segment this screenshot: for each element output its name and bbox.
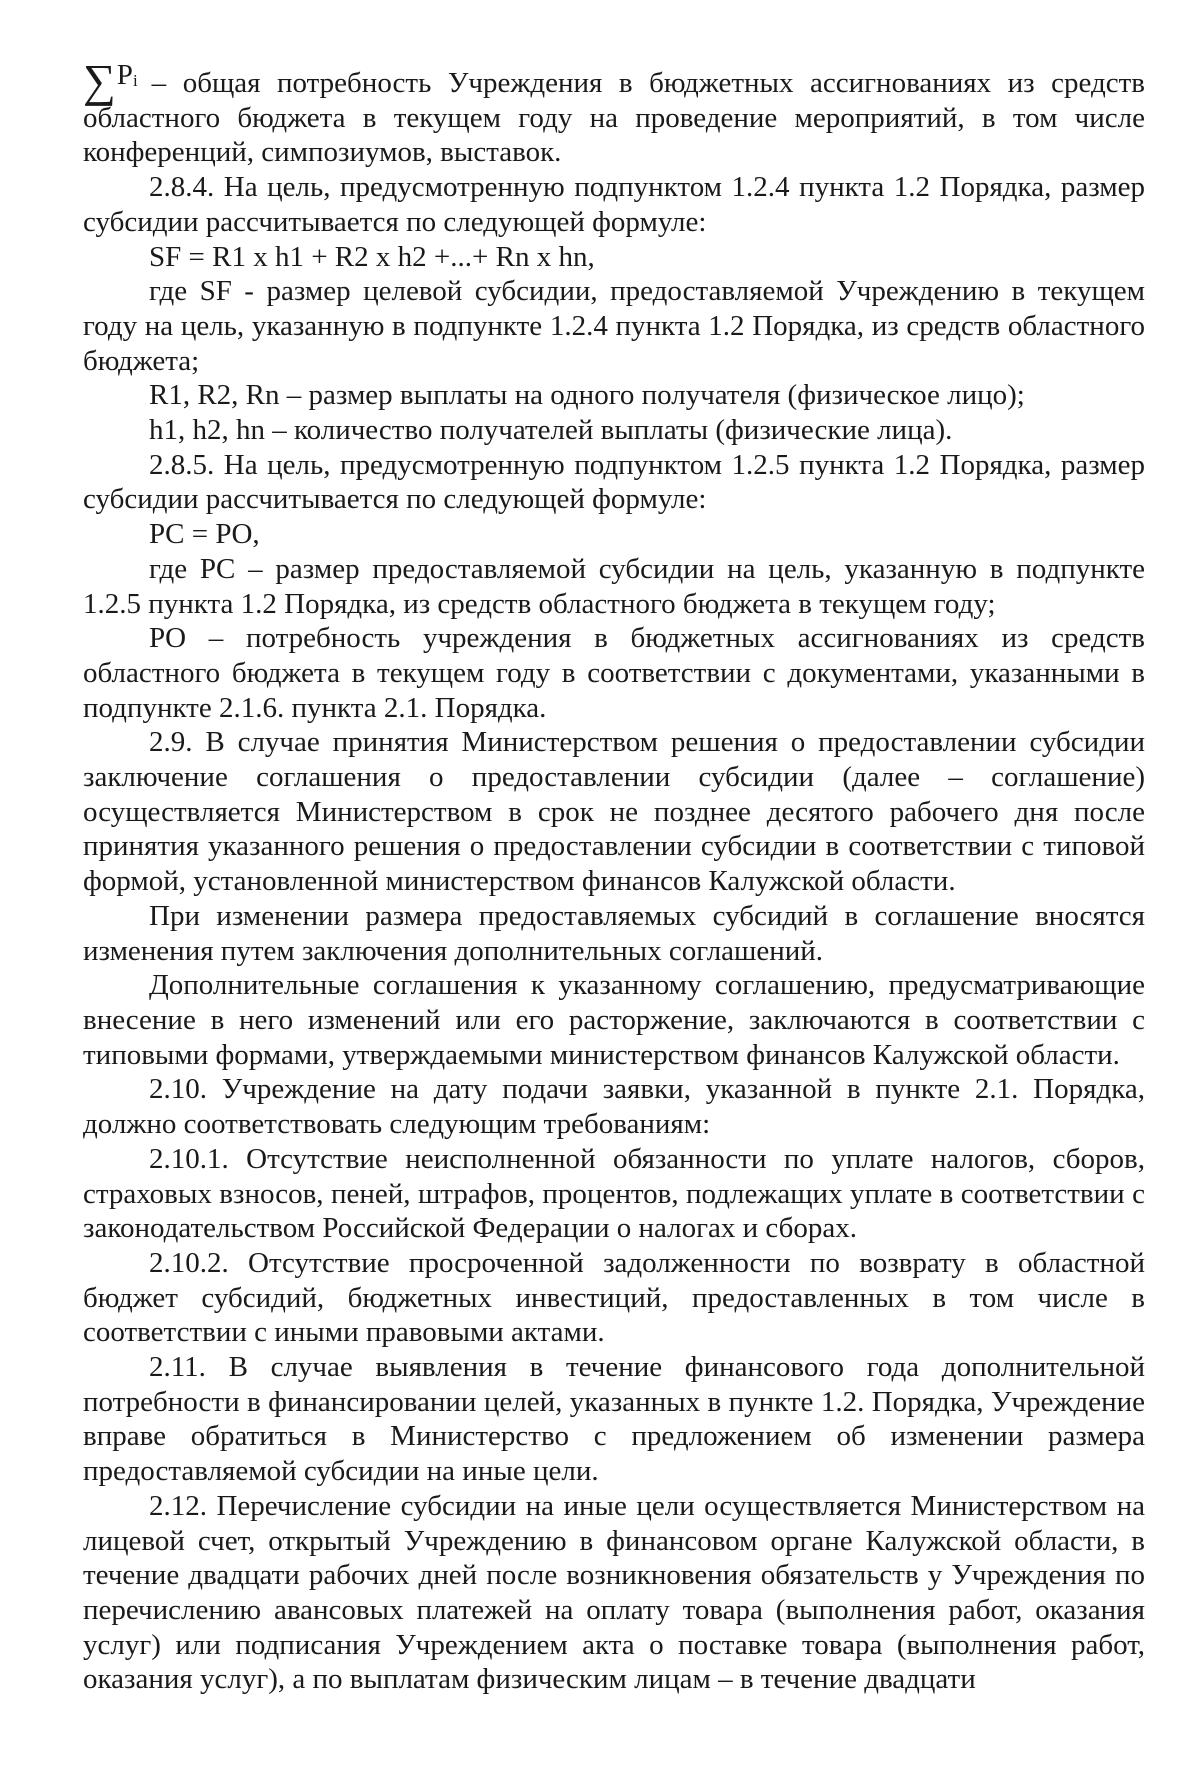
paragraph-2-8-4: 2.8.4. На цель, предусмотренную подпунктом 1.2.4 пункта 1.2 Порядка, размер субсидии рассчитывается по следующей формуле:	[83, 171, 1145, 238]
paragraph-text: – общая потребность Учреждения в бюджетных ассигнованиях из средств областного бюджета в текущем году на проведение мероприятий, в том числе конференций, симпозиумов, выставок.	[83, 67, 1145, 169]
sum-symbol: ∑	[83, 55, 116, 106]
sum-variable	[117, 58, 138, 99]
paragraph-size-change: При изменении размера предоставляемых субсидий в соглашение вносятся изменения путем заключения дополнительных соглашений.	[83, 899, 1145, 967]
formula-sf: SF = R1 x h1 + R2 x h2 +...+ Rn x hn,	[149, 240, 595, 273]
paragraph-2-12: 2.12. Перечисление субсидии на иные цели осуществляется Министерством на лицевой счет, открытый Учреждению в финансовом органе Калужской области, в течение двадцати рабочих дней после возникновения обязательств у Учреждения по перечислению авансовых платежей на оплату товара (выполнения работ, оказания услуг) или подписания Учреждением акта о поставке товара (выполнения работ, оказания услуг), а по выплатам физическим лицам – в течение двадцати	[83, 1489, 1145, 1696]
sum-variable-letter: P	[116, 59, 133, 91]
paragraph-r-definition: R1, R2, Rn – размер выплаты на одного получателя (физическое лицо);	[149, 379, 1025, 412]
paragraph-h-definition: h1, h2, hn – количество получателей выплаты (физические лица).	[149, 414, 953, 447]
paragraph-additional-agreements: Дополнительные соглашения к указанному соглашению, предусматривающие внесение в него изменений или его расторжение, заключаются в соответствии с типовыми формами, утверждаемыми министерством финансов Калужской области.	[83, 969, 1145, 1071]
paragraph-2-10-1: 2.10.1. Отсутствие неисполненной обязанности по уплате налогов, сборов, страховых взносов, пеней, штрафов, процентов, подлежащих уплате в соответствии с законодательством Российской Федерации о налогах и сборах.	[83, 1142, 1145, 1245]
paragraph-2-11: 2.11. В случае выявления в течение финансового года дополнительной потребности в финансировании целей, указанных в пункте 1.2. Порядка, Учреждение вправе обратиться в Министерство с предложением об изменении размера предоставляемой субсидии на иные цели.	[83, 1351, 1145, 1488]
sum-variable-subscript: i	[132, 71, 138, 90]
paragraph-2-10: 2.10. Учреждение на дату подачи заявки, указанной в пункте 2.1. Порядка, должно соответствовать следующим требованиям:	[83, 1073, 1145, 1141]
paragraph-pc-definition: где PC – размер предоставляемой субсидии на цель, указанную в подпункте 1.2.5 пункта 1.2 Порядка, из средств областного бюджета в текущем году;	[83, 552, 1145, 620]
formula-pc: PC = PO,	[149, 518, 260, 551]
paragraph-sf-definition: где SF - размер целевой субсидии, предоставляемой Учреждению в текущем году на цель, указанную в подпункте 1.2.4 пункта 1.2 Порядка, из средств областного бюджета;	[83, 275, 1145, 377]
paragraph-po-definition: PO – потребность учреждения в бюджетных ассигнованиях из средств областного бюджета в текущем году в соответствии с документами, указанными в подпункте 2.1.6. пункта 2.1. Порядка.	[83, 622, 1145, 724]
paragraph-2-8-5: 2.8.5. На цель, предусмотренную подпунктом 1.2.5 пункта 1.2 Порядка, размер субсидии рассчитывается по следующей формуле:	[83, 448, 1145, 516]
paragraph-sum-definition	[83, 55, 1145, 170]
paragraph-2-10-2: 2.10.2. Отсутствие просроченной задолженности по возврату в областной бюджет субсидий, бюджетных инвестиций, предоставленных в том числе в соответствии с иными правовыми актами.	[83, 1246, 1145, 1349]
document-page	[83, 55, 1145, 1697]
paragraph-2-9: 2.9. В случае принятия Министерством решения о предоставлении субсидии заключение соглашения о предоставлении субсидии (далее – соглашение) осуществляется Министерством в срок не позднее десятого рабочего дня после принятия указанного решения о предоставлении субсидии в соответствии с типовой формой, установленной министерством финансов Калужской области.	[83, 726, 1145, 898]
